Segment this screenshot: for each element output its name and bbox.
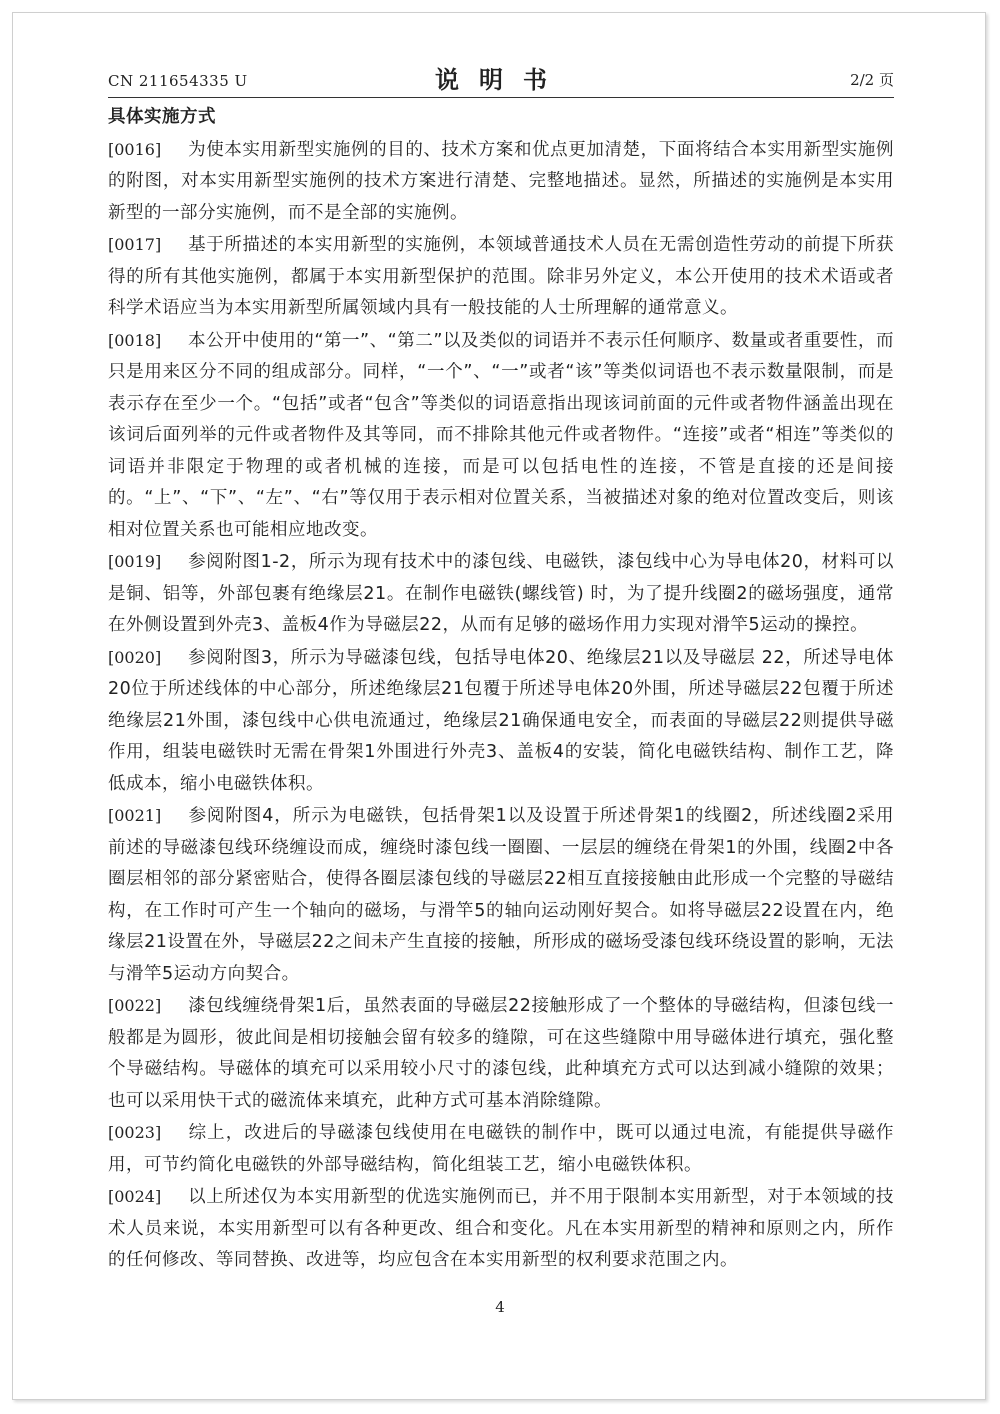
paragraph-0024 xyxy=(108,1181,894,1277)
paragraph-text: 参阅附图1-2，所示为现有技术中的漆包线、电磁铁，漆包线中心为导电体20，材料可以是铜、铝等，外部包裹有绝缘层21。在制作电磁铁(螺线管) 时，为了提升线圈2的磁场强度，通常在外侧设置到外壳3、盖板4作为导磁层22，从而有足够的磁场作用力实现对滑竿5运动的操控。 xyxy=(108,552,894,635)
paragraph-text: 综上，改进后的导磁漆包线使用在电磁铁的制作中，既可以通过电流，有能提供导磁作用，可节约简化电磁铁的外部导磁结构，简化组装工艺，缩小电磁铁体积。 xyxy=(108,1123,894,1175)
paragraph-0016 xyxy=(108,134,894,230)
paragraph-number: [0017] xyxy=(108,235,162,254)
paragraph-0021 xyxy=(108,800,894,990)
paragraph-0017 xyxy=(108,229,894,325)
header-rule xyxy=(108,97,894,98)
page-info: 2/2 页 xyxy=(850,71,894,89)
paragraph-number: [0024] xyxy=(108,1187,162,1206)
paragraph-text: 以上所述仅为本实用新型的优选实施例而已，并不用于限制本实用新型，对于本领域的技术人员来说，本实用新型可以有各种更改、组合和变化。凡在本实用新型的精神和原则之内，所作的任何修改、等同替换、改进等，均应包含在本实用新型的权利要求范围之内。 xyxy=(108,1187,894,1270)
paragraph-text: 漆包线缠绕骨架1后，虽然表面的导磁层22接触形成了一个整体的导磁结构，但漆包线一般都是为圆形，彼此间是相切接触会留有较多的缝隙，可在这些缝隙中用导磁体进行填充，强化整个导磁结构。导磁体的填充可以采用较小尺寸的漆包线，此种填充方式可以达到减小缝隙的效果；也可以采用快干式的磁流体来填充，此种方式可基本消除缝隙。 xyxy=(108,996,894,1111)
paragraph-number: [0019] xyxy=(108,552,162,571)
section-title: 具体实施方式 xyxy=(108,107,216,127)
page-number: 4 xyxy=(495,1298,505,1316)
paragraph-number: [0023] xyxy=(108,1123,162,1142)
document-body xyxy=(108,102,894,1277)
paragraph-number: [0020] xyxy=(108,647,162,667)
paragraph-0023 xyxy=(108,1117,894,1181)
document-title: 说明书 xyxy=(435,66,567,94)
paragraph-text: 参阅附图3，所示为导磁漆包线，包括导电体20、绝缘层21以及导磁层 22，所述导电体20位于所述线体的中心部分，所述绝缘层21包覆于所述导电体20外围，所述导磁层22包覆于所述绝缘层21外围，漆包线中心供电流通过，绝缘层21确保通电安全，而表面的导磁层22则提供导磁作用，组装电磁铁时无需在骨架1外围进行外壳3、盖板4的安装，简化电磁铁结构、制作工艺，降低成本，缩小电磁铁体积。 xyxy=(108,647,894,794)
paragraph-number: [0016] xyxy=(108,139,162,159)
page-header xyxy=(108,58,894,96)
paragraph-text: 参阅附图4，所示为电磁铁，包括骨架1以及设置于所述骨架1的线圈2，所述线圈2采用前述的导磁漆包线环绕缠设而成，缠绕时漆包线一圈圈、一层层的缠绕在骨架1的外围，线圈2中各圈层相邻的部分紧密贴合，使得各圈层漆包线的导磁层22相互直接接触由此形成一个完整的导磁结构，在工作时可产生一个轴向的磁场，与滑竿5的轴向运动刚好契合。如将导磁层22设置在内，绝缘层21设置在外，导磁层22之间未产生直接的接触，所形成的磁场受漆包线环绕设置的影响，无法与滑竿5运动方向契合。 xyxy=(108,806,894,984)
paragraph-text: 为使本实用新型实施例的目的、技术方案和优点更加清楚，下面将结合本实用新型实施例的附图，对本实用新型实施例的技术方案进行清楚、完整地描述。显然，所描述的实施例是本实用新型的一部分实施例，而不是全部的实施例。 xyxy=(108,139,894,223)
publication-number: CN 211654335 U xyxy=(108,72,248,90)
paragraph-0020 xyxy=(108,642,894,801)
paragraph-text: 基于所描述的本实用新型的实施例，本领域普通技术人员在无需创造性劳动的前提下所获得的所有其他实施例，都属于本实用新型保护的范围。除非另外定义，本公开使用的技术术语或者科学术语应当为本实用新型所属领域内具有一般技能的人士所理解的通常意义。 xyxy=(108,235,894,318)
paragraph-0018 xyxy=(108,325,894,547)
paragraph-0019 xyxy=(108,546,894,642)
paragraph-number: [0018] xyxy=(108,330,162,350)
paragraph-number: [0021] xyxy=(108,806,162,825)
paragraph-text: 本公开中使用的“第一”、“第二”以及类似的词语并不表示任何顺序、数量或者重要性，而只是用来区分不同的组成部分。同样，“一个”、“一”或者“该”等类似词语也不表示数量限制，而是表示存在至少一个。“包括”或者“包含”等类似的词语意指出现该词前面的元件或者物件涵盖出现在该词后面列举的元件或者物件及其等同，而不排除其他元件或者物件。“连接”或者“相连”等类似的词语并非限定于物理的或者机械的连接，而是可以包括电性的连接，不管是直接的还是间接的。“上”、“下”、“左”、“右”等仅用于表示相对位置关系，当被描述对象的绝对位置改变后，则该相对位置关系也可能相应地改变。 xyxy=(108,330,894,540)
paragraph-0022 xyxy=(108,990,894,1117)
paragraph-number: [0022] xyxy=(108,996,162,1015)
